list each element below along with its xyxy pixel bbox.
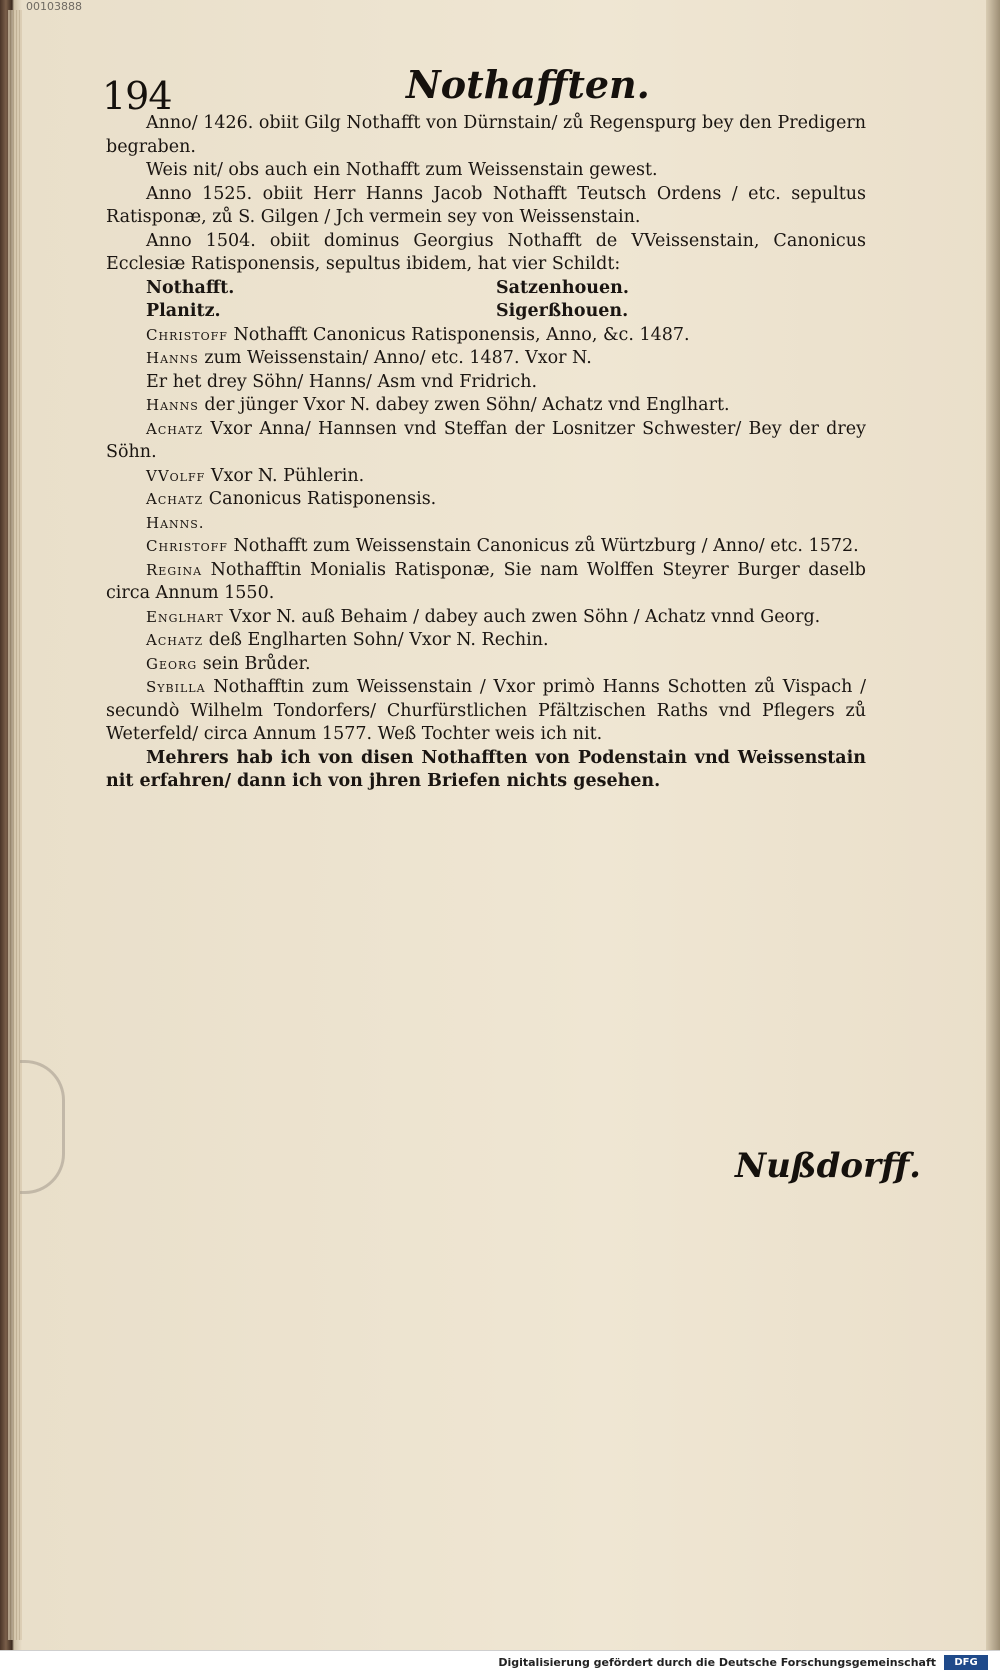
entry-text: deß Englharten Sohn/ Vxor N. Rechin. <box>208 630 549 650</box>
entry-name: Georg <box>146 654 198 673</box>
genealogy-entry <box>106 324 866 348</box>
text-line: Anno 1504. obiit dominus Georgius Nothafft de VVeissenstain, Canonicus Ecclesiæ Ratisponensis, sepultus ibidem, hat vier Schildt: <box>106 230 866 274</box>
genealogy-entry <box>106 347 866 371</box>
entry-text: Vxor N. auß Behaim / dabey auch zwen Söhn / Achatz vnnd Georg. <box>229 606 821 627</box>
entry-name: Christoff <box>146 537 228 555</box>
genealogy-entry <box>106 465 866 489</box>
entry-name: Hanns. <box>146 513 205 532</box>
shield-name: Satzenhouen. <box>496 277 629 298</box>
page-number: 194 <box>102 74 172 118</box>
entry-name: Regina <box>146 560 203 579</box>
entry-text: sein Brůder. <box>202 653 311 674</box>
entry-name: Achatz <box>146 419 204 438</box>
entry-text: Nothafftin Monialis Ratisponæ, Sie nam Wolffen Steyrer Burger daselb circa Annum 1550. <box>106 559 866 603</box>
entry-name: Achatz <box>146 631 204 649</box>
genealogy-entry <box>106 606 866 630</box>
shield-name: Nothafft. <box>146 277 235 298</box>
running-title: Nothafften. <box>406 62 650 107</box>
closing-paragraph: Mehrers hab ich von disen Nothafften von Podenstain vnd Weissenstain nit erfahren/ dann ich von jhren Briefen nichts gesehen. <box>106 747 866 791</box>
entry-name: Christoff <box>146 325 228 344</box>
genealogy-entry <box>106 512 866 536</box>
genealogy-entry <box>106 653 866 677</box>
entry-text: Vxor N. Pühlerin. <box>210 465 365 486</box>
entry-text: Nothafft Canonicus Ratisponensis, Anno, &c. 1487. <box>233 324 690 345</box>
genealogy-entry <box>106 371 866 395</box>
entry-name: Englhart <box>146 607 224 626</box>
shield-name: Planitz. <box>146 301 221 321</box>
dfg-logo: DFG <box>944 1655 988 1670</box>
genealogy-entry <box>106 559 866 606</box>
shield-row <box>106 277 866 301</box>
page-edge <box>8 10 22 1640</box>
shield-row <box>106 300 866 324</box>
entry-text: Er het drey Söhn/ Hanns/ Asm vnd Fridrich. <box>146 371 538 392</box>
genealogy-entry <box>106 535 866 559</box>
clip-mark <box>20 1060 65 1194</box>
entry-text: der jünger Vxor N. dabey zwen Söhn/ Achatz vnd Englhart. <box>204 395 730 415</box>
entry-text: Nothafft zum Weissenstain Canonicus zů Würtzburg / Anno/ etc. 1572. <box>233 536 859 556</box>
genealogy-entry <box>106 629 866 653</box>
entry-name: Achatz <box>146 490 204 508</box>
scan-id: 00103888 <box>26 0 82 13</box>
body-text <box>106 112 866 794</box>
entry-name: Hanns <box>146 396 199 414</box>
entry-text: Vxor Anna/ Hannsen vnd Steffan der Losnitzer Schwester/ Bey der drey Söhn. <box>106 418 866 462</box>
entry-name: Hanns <box>146 349 199 367</box>
entry-name: VVolff <box>146 466 206 485</box>
shield-name: Sigerßhouen. <box>496 301 629 321</box>
genealogy-entry <box>106 488 866 512</box>
entry-text: Canonicus Ratisponensis. <box>208 489 437 509</box>
entry-text: Nothafftin zum Weissenstain / Vxor primò Hanns Schotten zů Vispach / secundò Wilhelm Tondorfers/ Churfürstlichen Pfältzischen Raths vnd Pflegers zů Weterfeld/ circa Annum 1577. Weß Tochter weis ich nit. <box>106 677 866 744</box>
entry-name: Sybilla <box>146 678 206 696</box>
text-line: Anno/ 1426. obiit Gilg Nothafft von Dürnstain/ zů Regenspurg bey den Predigern begraben. <box>106 113 866 157</box>
catchword: Nußdorff. <box>735 1146 921 1186</box>
text-line: Weis nit/ obs auch ein Nothafft zum Weissenstain gewest. <box>146 160 658 180</box>
genealogy-entry <box>106 394 866 418</box>
entry-text: zum Weissenstain/ Anno/ etc. 1487. Vxor N. <box>204 348 592 368</box>
text-line: Anno 1525. obiit Herr Hanns Jacob Nothafft Teutsch Ordens / etc. sepultus Ratisponæ, zů S. Gilgen / Jch vermein sey von Weissenstain. <box>106 183 866 227</box>
genealogy-entry <box>106 418 866 465</box>
footer-bar <box>0 1650 1000 1675</box>
genealogy-entry <box>106 676 866 747</box>
funding-credit: Digitalisierung gefördert durch die Deutsche Forschungsgemeinschaft <box>498 1656 936 1669</box>
